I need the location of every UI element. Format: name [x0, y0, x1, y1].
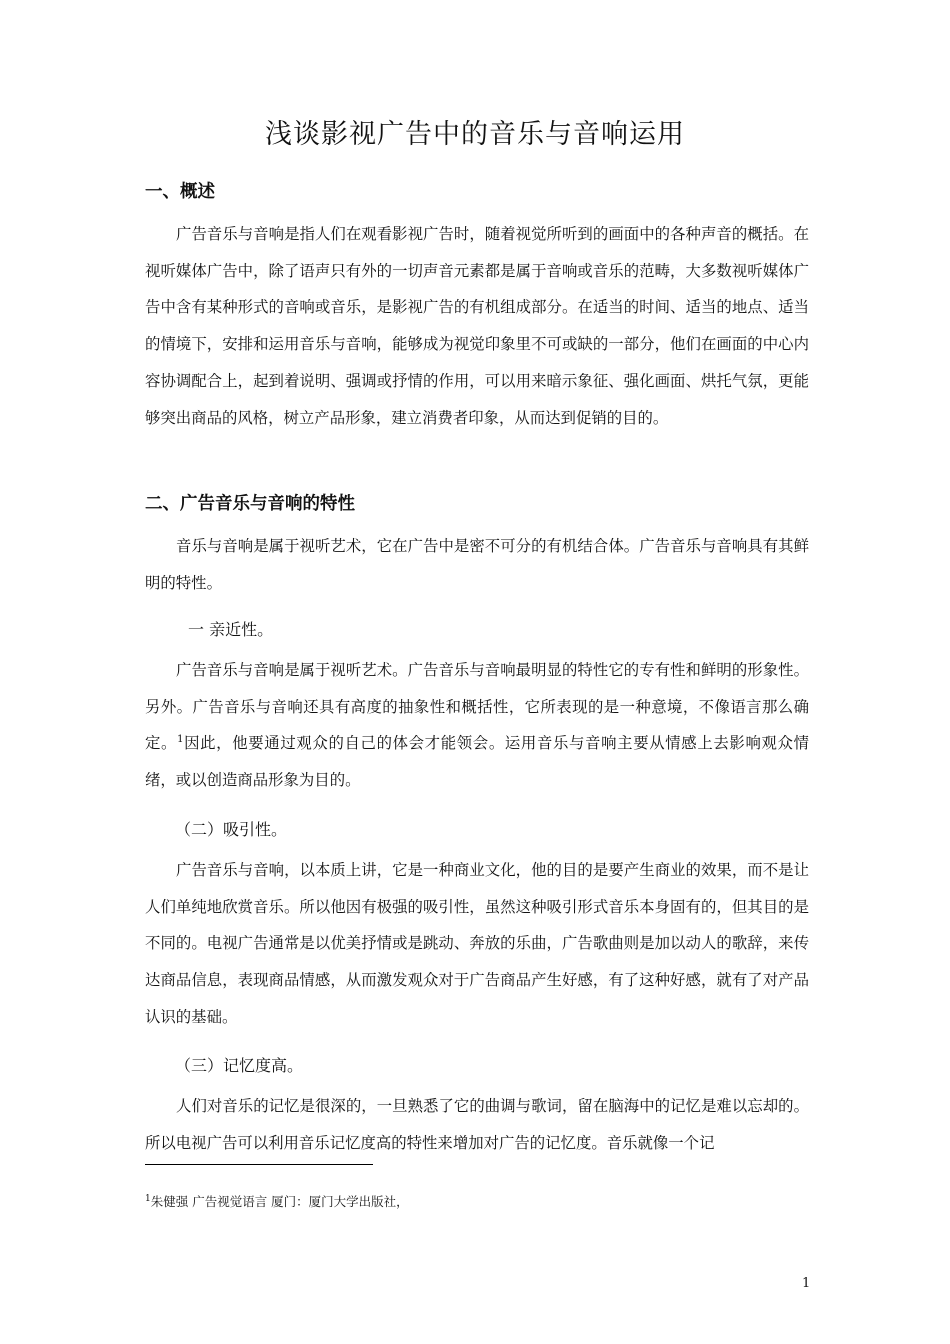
subsection-heading-memorability: （三）记忆度高。 [175, 1056, 304, 1075]
affinity-paragraph [145, 652, 809, 799]
document-title: 浅谈影视广告中的音乐与音响运用 [265, 119, 685, 150]
subsection-heading-attraction: （二）吸引性。 [175, 820, 288, 839]
subsection-heading-affinity: 一 亲近性。 [188, 620, 274, 639]
footnote-divider [145, 1164, 373, 1165]
footnote-reference: 1 [177, 734, 184, 746]
footnote-mark: 1 [145, 1193, 151, 1204]
footnote [145, 1192, 409, 1210]
page-number: 1 [802, 1276, 811, 1291]
memorability-paragraph: 人们对音乐的记忆是很深的，一旦熟悉了它的曲调与歌词，留在脑海中的记忆是难以忘却的。所以电视广告可以利用音乐记忆度高的特性来增加对广告的记忆度。音乐就像一个记 [145, 1097, 809, 1152]
section-heading-characteristics: 二、广告音乐与音响的特性 [145, 494, 355, 514]
affinity-text-after-ref: 因此，他要通过观众的自己的体会才能领会。运用音乐与音响主要从情感上去影响观众情绪，或以创造商品形象为目的。 [145, 734, 809, 790]
affinity-text-before-ref: 广告音乐与音响是属于视听艺术。广告音乐与音响最明显的特性它的专有性和鲜明的形象性。另外。广告音乐与音响还具有高度的抽象性和概括性，它所表现的是一种意境，不像语言那么确定。 [145, 661, 809, 753]
attraction-paragraph: 广告音乐与音响，以本质上讲，它是一种商业文化，他的目的是要产生商业的效果，而不是让人们单纯地欣赏音乐。所以他因有极强的吸引性，虽然这种吸引形式音乐本身固有的，但其目的是不同的。电视广告通常是以优美抒情或是跳动、奔放的乐曲，广告歌曲则是加以动人的歌辞，来传达商品信息，表现商品情感，从而激发观众对于广告商品产生好感，有了这种好感，就有了对产品认识的基础。 [145, 861, 809, 1026]
overview-paragraph: 广告音乐与音响是指人们在观看影视广告时，随着视觉所听到的画面中的各种声音的概括。在视听媒体广告中，除了语声只有外的一切声音元素都是属于音响或音乐的范畴，大多数视听媒体广告中含有某种形式的音响或音乐，是影视广告的有机组成部分。在适当的时间、适当的地点、适当的情境下，安排和运用音乐与音响，能够成为视觉印象里不可或缺的一部分，他们在画面的中心内容协调配合上，起到着说明、强调或抒情的作用，可以用来暗示象征、强化画面、烘托气氛，更能够突出商品的风格，树立产品形象，建立消费者印象，从而达到促销的目的。 [145, 225, 809, 427]
section-heading-overview: 一、概述 [145, 182, 215, 202]
footnote-text: 朱健强 广告视觉语言 厦门：厦门大学出版社， [150, 1194, 409, 1209]
characteristics-intro-paragraph: 音乐与音响是属于视听艺术，它在广告中是密不可分的有机结合体。广告音乐与音响具有其鲜明的特性。 [145, 537, 809, 592]
